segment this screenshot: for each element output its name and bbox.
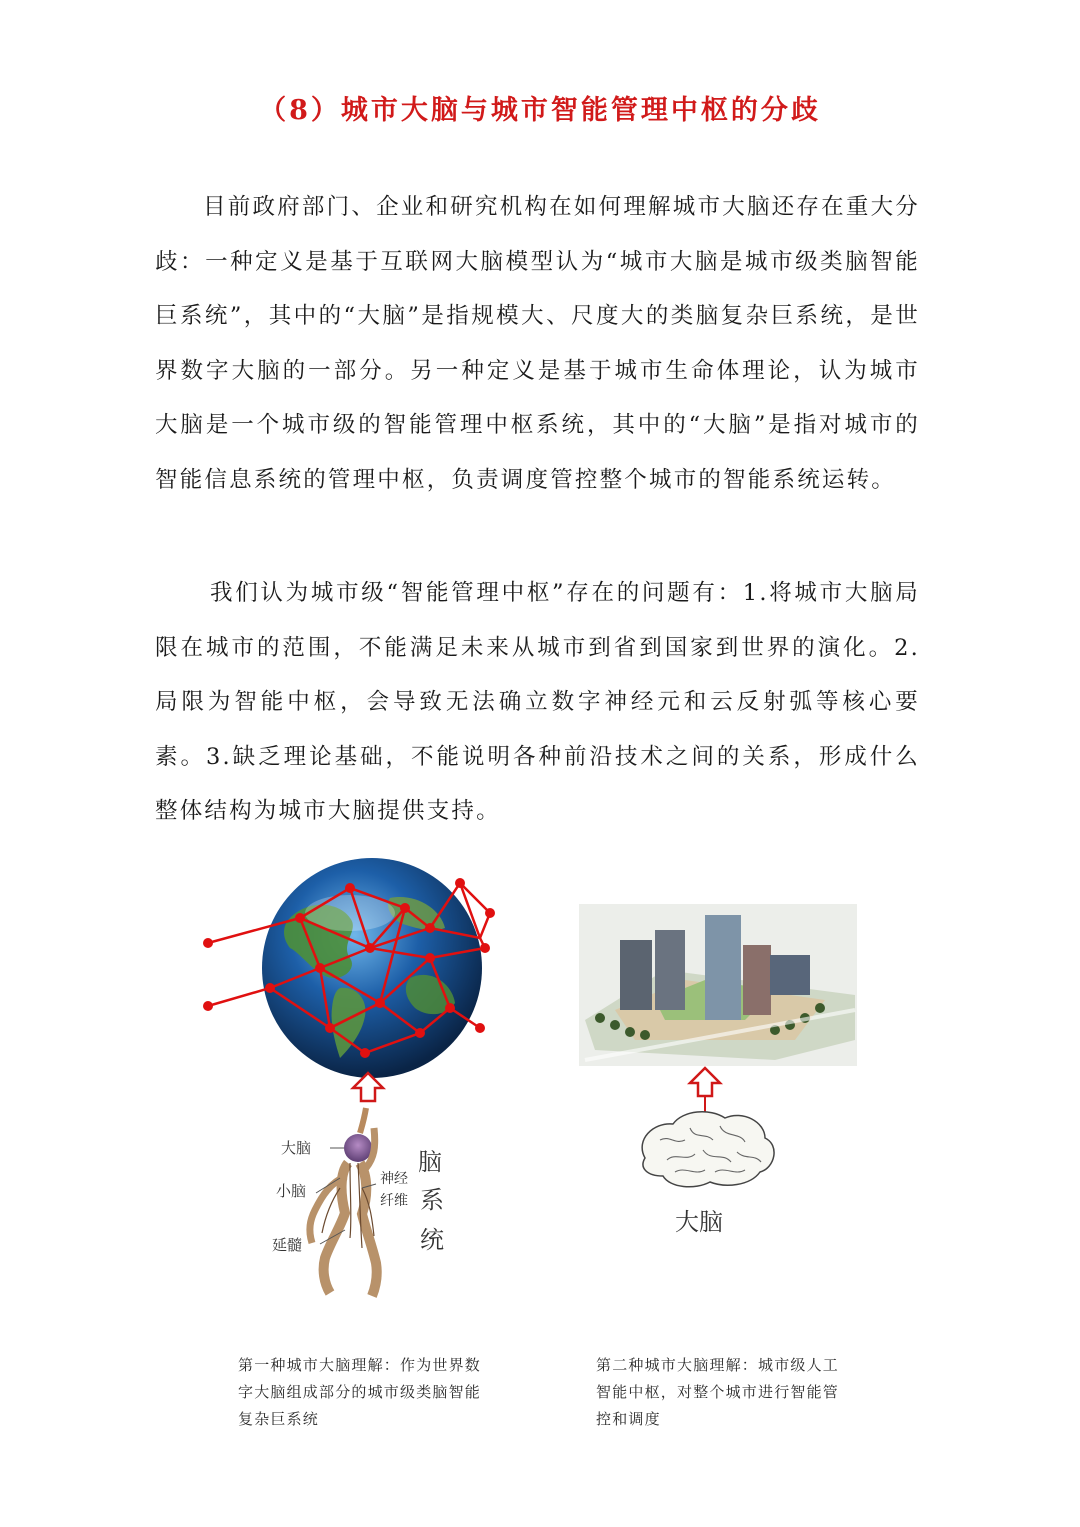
up-arrow-icon [690, 1068, 720, 1118]
figure-world-brain [190, 858, 510, 1298]
label-brain-system-2: 系 [420, 1186, 444, 1214]
label-brain-system-3: 统 [420, 1226, 444, 1254]
label-cerebrum: 大脑 [281, 1139, 312, 1157]
city-hub-illustration [575, 900, 860, 1260]
world-brain-illustration [190, 858, 510, 1298]
label-brain: 大脑 [675, 1208, 723, 1236]
globe-icon [262, 858, 482, 1078]
caption-second-understanding: 第二种城市大脑理解：城市级人工智能中枢，对整个城市进行智能管控和调度 [596, 1356, 840, 1428]
figure-city-hub [575, 900, 860, 1260]
label-medulla: 延髓 [272, 1236, 303, 1254]
label-nerve-2: 纤维 [380, 1193, 408, 1209]
paragraph-definitions: 目前政府部门、企业和研究机构在如何理解城市大脑还存在重大分歧：一种定义是基于互联网大脑模型认为“城市大脑是城市级类脑智能巨系统”，其中的“大脑”是指规模大、尺度大的类脑复杂巨系统，是世界数字大脑的一部分。另一种定义是基于城市生命体理论，认为城市大脑是一个城市级的智能管理中枢系统，其中的“大脑”是指对城市的智能信息系统的管理中枢，负责调度管控整个城市的智能系统运转。 [155, 194, 920, 493]
caption-first-understanding: 第一种城市大脑理解：作为世界数字大脑组成部分的城市级类脑智能复杂巨系统 [238, 1356, 482, 1428]
label-brain-system-1: 脑 [418, 1148, 442, 1176]
nervous-system-figure [310, 1108, 377, 1296]
city-model-image [579, 904, 857, 1066]
brain-icon [642, 1112, 774, 1187]
label-nerve-1: 神经 [380, 1171, 408, 1187]
paragraph-problems: 我们认为城市级“智能管理中枢”存在的问题有：1.将城市大脑局限在城市的范围，不能满足未来从城市到省到国家到世界的演化。2.局限为智能中枢，会导致无法确立数字神经元和云反射弧等核心要素。3.缺乏理论基础，不能说明各种前沿技术之间的关系，形成什么整体结构为城市大脑提供支持。 [155, 580, 920, 824]
label-cerebellum: 小脑 [276, 1182, 307, 1200]
section-title: （8）城市大脑与城市智能管理中枢的分歧 [259, 95, 821, 126]
